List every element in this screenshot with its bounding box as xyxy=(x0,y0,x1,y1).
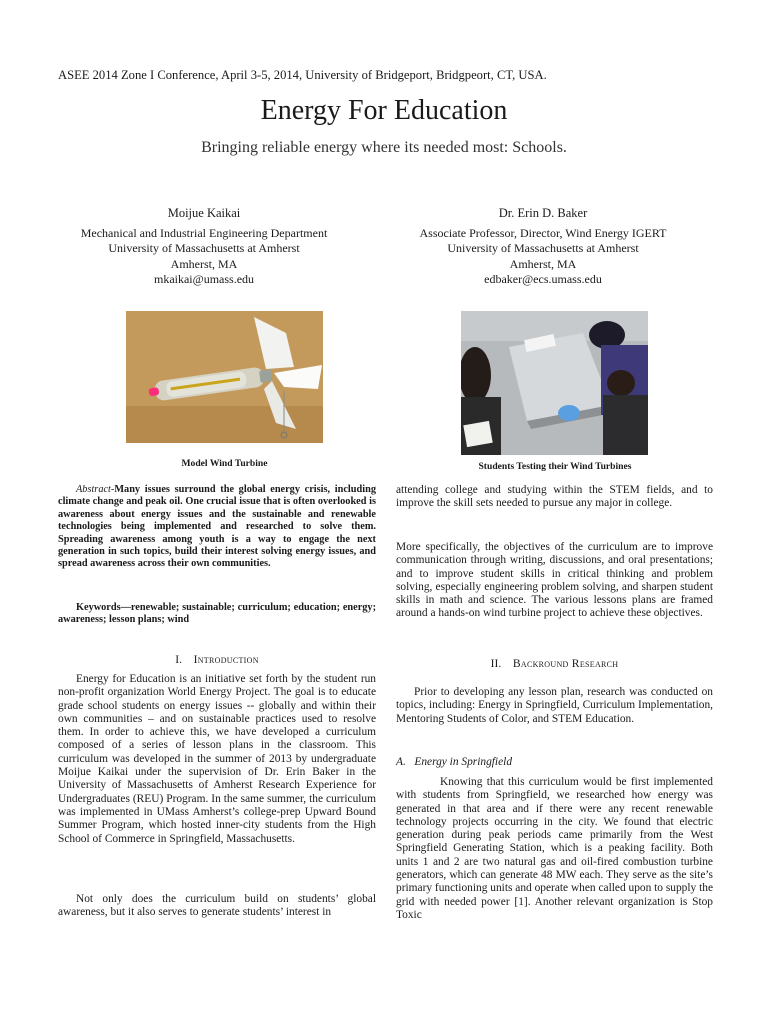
author-dept: Associate Professor, Director, Wind Energy IGERT xyxy=(419,226,667,241)
author-univ: University of Massachusetts at Amherst xyxy=(447,241,639,256)
paper-title: Energy For Education xyxy=(260,95,508,126)
background-paragraph-2 xyxy=(396,776,713,922)
figure-caption: Students Testing their Wind Turbines xyxy=(478,461,632,472)
section-heading-introduction xyxy=(58,653,376,666)
section-heading-background xyxy=(396,657,713,670)
students-illustration xyxy=(461,311,648,455)
abstract xyxy=(58,484,376,571)
background-paragraph-1 xyxy=(396,686,713,726)
author-location: Amherst, MA xyxy=(509,256,577,271)
author-univ: University of Massachusetts at Amherst xyxy=(108,241,300,256)
paragraph-text: Knowing that this curriculum would be first implemented with students from Springfield, we researched how energy was generated in that area and if there were any recent renewable technology projects occurring in the city. We found that electric generation during peak periods came primarily from the West Springfield Generating Station, which is a peaking facility. Both units 1 and 2 are two natural gas and oil-fired combustion turbine generators, which can generate 48 MW each. They serve as the site’s primary functioning units and operate when called upon to supply the grid with needed power [1]. Another relevant organization is Stop Toxic xyxy=(396,776,713,921)
wind-turbine-illustration xyxy=(126,311,323,443)
keywords xyxy=(58,602,376,627)
paragraph-text: Not only does the curriculum build on students’ global awareness, but it also serves to generate students’ interest in xyxy=(58,893,376,919)
figure-caption: Model Wind Turbine xyxy=(181,458,268,469)
right-paragraph-1 xyxy=(396,484,713,511)
section-number: II. xyxy=(490,657,502,670)
author-name: Dr. Erin D. Baker xyxy=(498,206,588,220)
subsection-label: A. xyxy=(396,756,406,768)
paragraph-text: Energy for Education is an initiative set forth by the student run non-profit organization World Energy Project. The goal is to educate grade school students on energy issues -- globally and within their own communities – and on sustainable practices used to resolve them. In order to achieve this, we have developed a curriculum composed of a series of lesson plans in the classroom. This curriculum was developed in the summer of 2013 by undergraduate Moijue Kaikai under the supervision of Dr. Erin Baker in the University of Massachusetts of Amherst Research Experience for Undergraduates (REU) Program. In the same summer, the curriculum was implemented in UMass Amherst’s college-prep Upward Bound Summer Program, which hosted inner-city students from the High School of Commerce in Springfield, Massachusetts. xyxy=(58,673,376,845)
students-photo xyxy=(461,311,648,455)
author-email[interactable]: edbaker@ecs.umass.edu xyxy=(484,271,602,286)
abstract-text: Many issues surround the global energy crisis, including climate change and peak oil. One crucial issue that is often overlooked is awareness about energy issues and the sustainable and renewable technologies being implemented and researched to solve them. Spreading awareness among youth is a way to engage the next generation in such topics, build their interest solving energy issues, and spread awareness across their own communities. xyxy=(58,484,376,570)
author-block-1 xyxy=(54,206,354,287)
intro-paragraph-2 xyxy=(58,893,376,920)
paper-subtitle: Bringing reliable energy where its needed most: Schools. xyxy=(201,139,567,156)
right-paragraph-2 xyxy=(396,541,713,621)
paragraph-text: More specifically, the objectives of the curriculum are to improve communication through writing, discussions, and oral presentations; and to improve student skills in critical thinking and problem solving, especially engineering problem solving, and sharpen student skills in math and science. The various lessons plans are framed around a hands-on wind turbine project to achieve these objectives. xyxy=(396,541,713,620)
paragraph-text: Prior to developing any lesson plan, research was conducted on topics, including: Energy in Springfield, Curriculum Implementation, Mentoring Students of Color, and STEM Education. xyxy=(396,686,713,725)
author-block-2 xyxy=(378,206,708,287)
section-title: Introduction xyxy=(193,653,259,666)
author-email[interactable]: mkaikai@umass.edu xyxy=(153,271,255,286)
paragraph-text: attending college and studying within the STEM fields, and to improve the skill sets needed to pursue any major in college. xyxy=(396,484,713,510)
intro-paragraph-1 xyxy=(58,673,376,846)
author-dept: Mechanical and Industrial Engineering Department xyxy=(80,226,328,241)
section-number: I. xyxy=(175,653,182,666)
section-title: Backround Research xyxy=(512,657,619,670)
keywords-text: Keywords—renewable; sustainable; curriculum; education; energy; awareness; lesson plans; wind xyxy=(58,602,376,626)
author-location: Amherst, MA xyxy=(170,256,238,271)
abstract-label: Abstract- xyxy=(76,484,115,495)
subsection-title: Energy in Springfield xyxy=(414,756,513,768)
wind-turbine-photo xyxy=(126,311,323,443)
subsection-heading xyxy=(396,756,512,768)
conference-line: ASEE 2014 Zone I Conference, April 3-5, 2014, University of Bridgeport, Bridgpeort, CT, USA. xyxy=(58,68,547,82)
author-name: Moijue Kaikai xyxy=(167,206,241,220)
